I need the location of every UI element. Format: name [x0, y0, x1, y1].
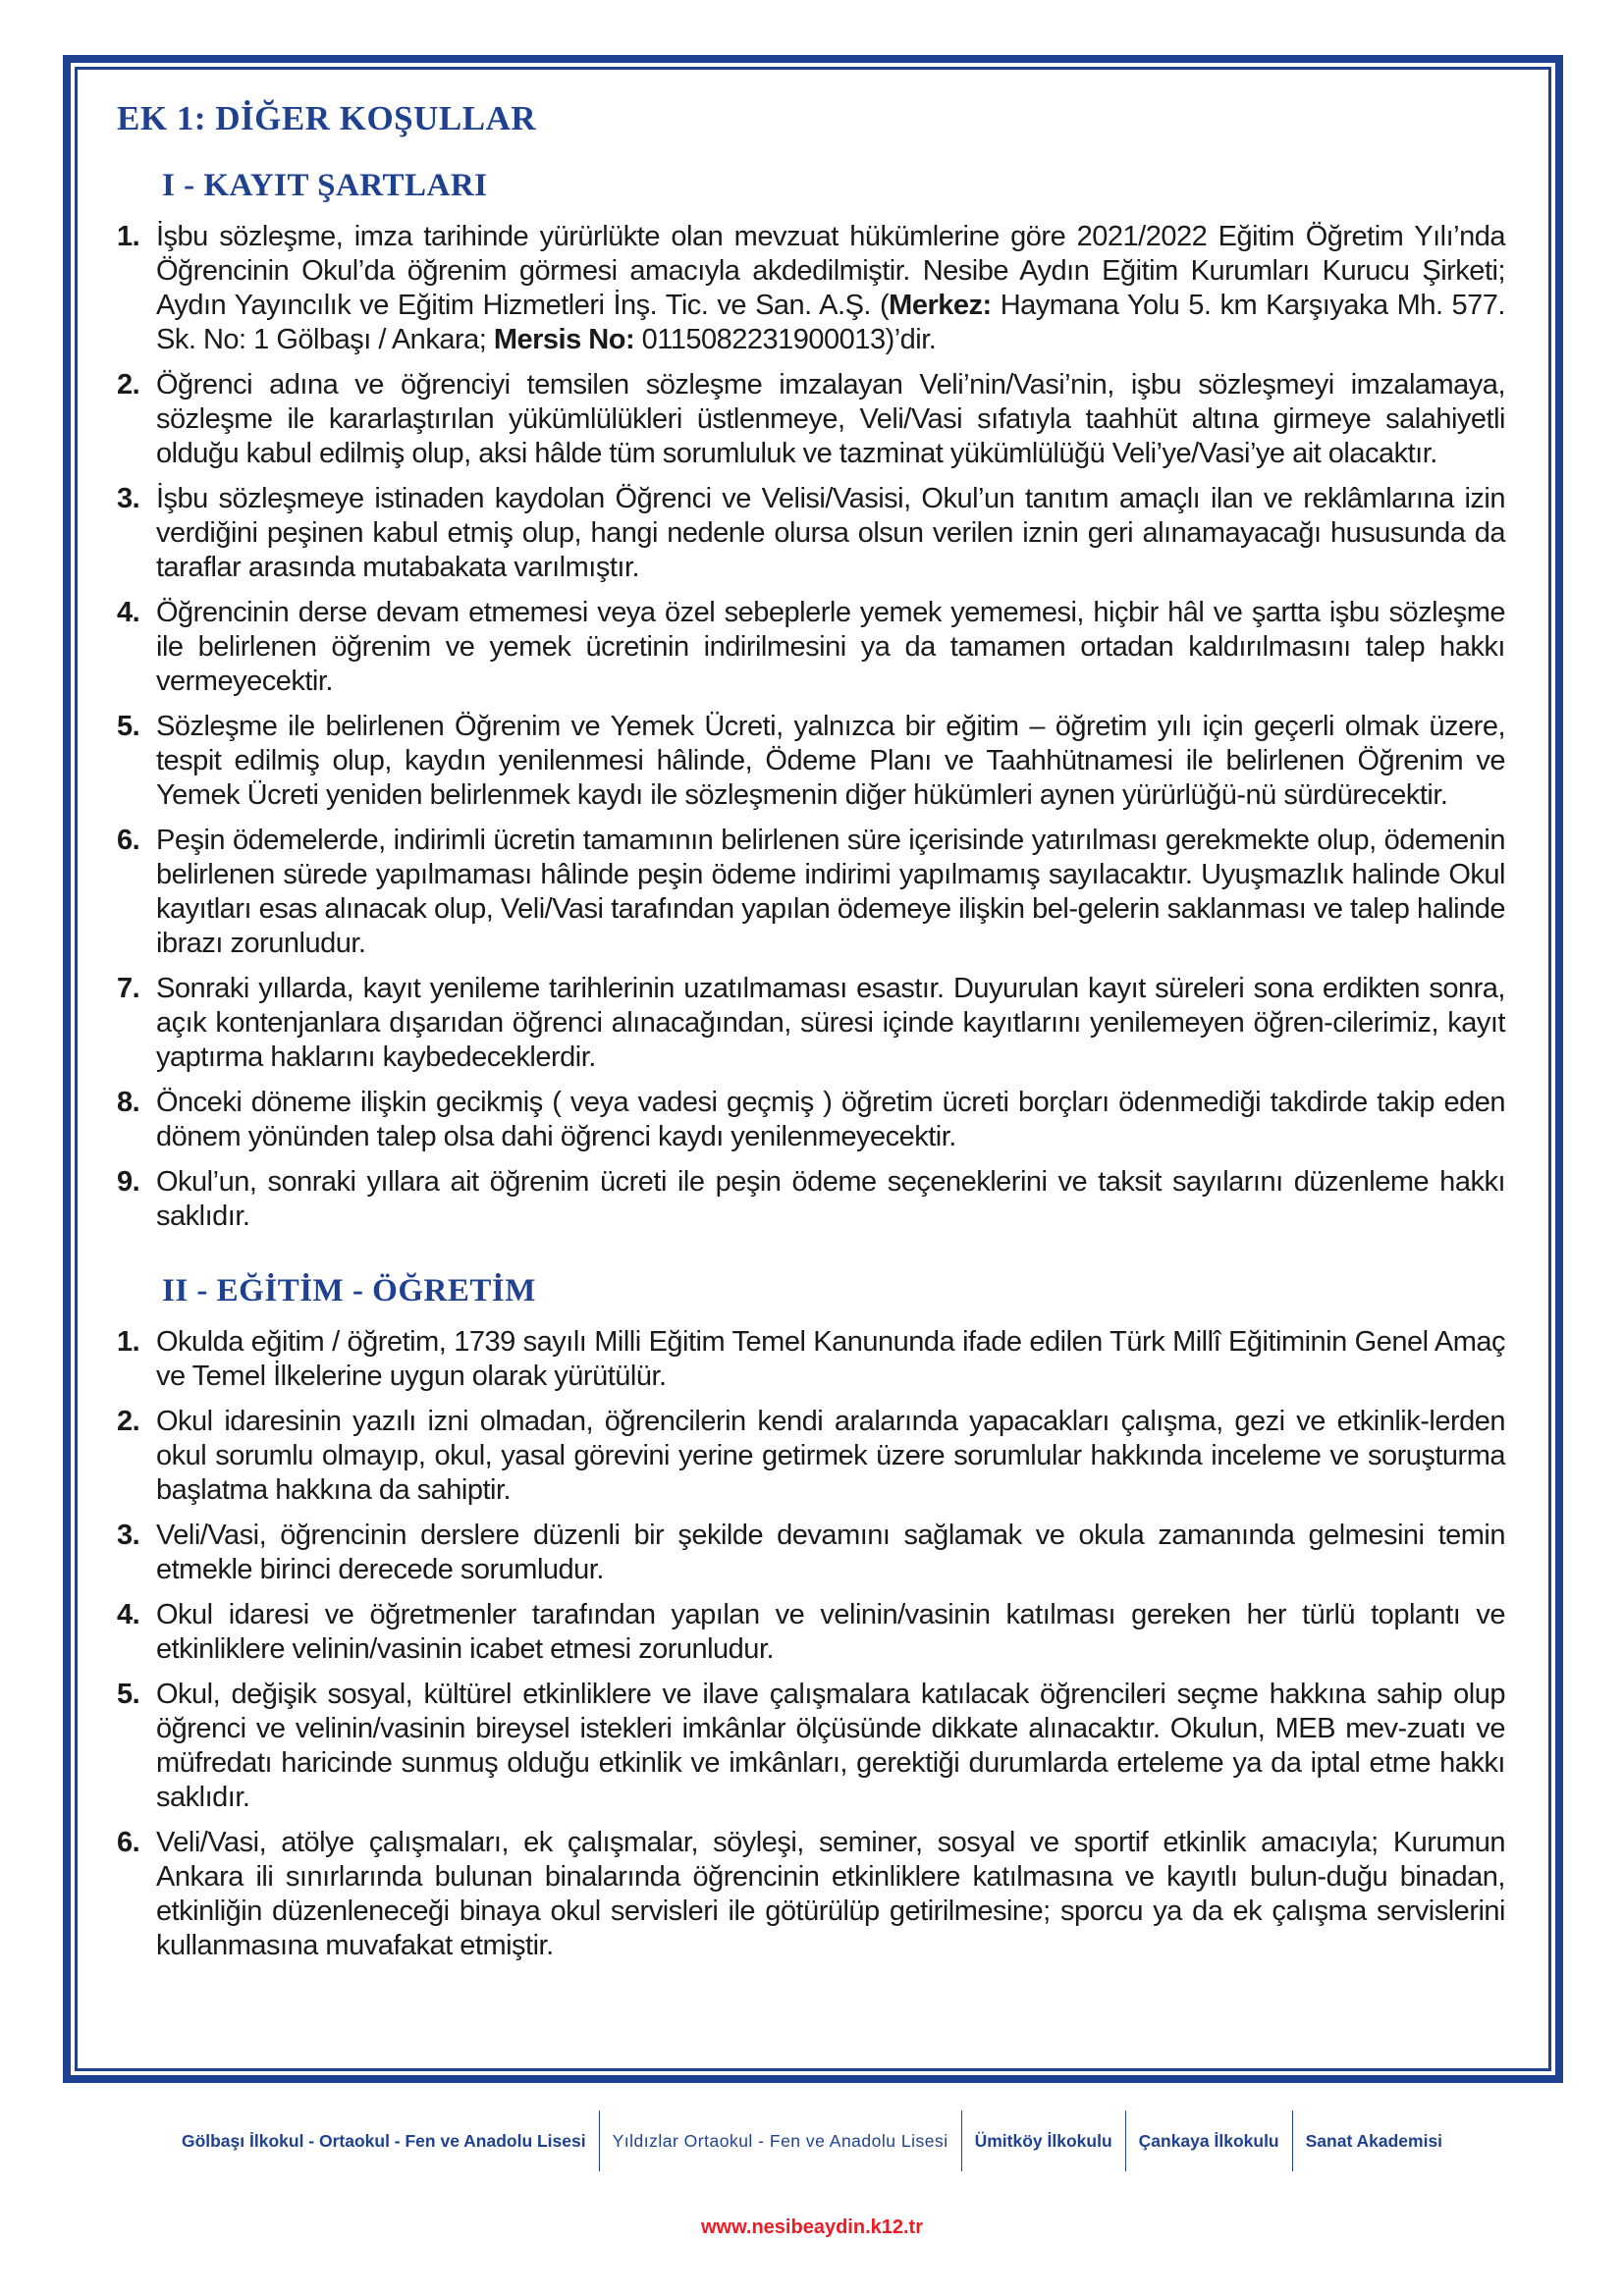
item-text-segment: 0115082231900013)’dir.	[634, 324, 937, 355]
footer-school-yildizlar: Yıldızlar Ortaokul - Fen ve Anadolu Lisesi	[612, 2130, 948, 2151]
list-item	[117, 824, 1505, 961]
section-heading-egitim-ogretim: II - EĞİTİM - ÖĞRETİM	[162, 1273, 536, 1308]
item-text: Önceki döneme ilişkin gecikmiş ( veya vadesi geçmiş ) öğretim ücreti borçları ödenmediği takdirde takip eden dönem yönünden talep olsa dahi öğrenci kaydı yenilenmeyecektir.	[156, 1087, 1505, 1152]
item-number: 1.	[117, 1326, 140, 1358]
list-item	[117, 1405, 1505, 1508]
item-text: Okul idaresi ve öğretmenler tarafından yapılan ve velinin/vasinin katılması gereken her türlü toplantı ve etkinliklere velinin/vasinin icabet etmesi zorunludur.	[156, 1599, 1505, 1665]
item-number: 2.	[117, 1406, 140, 1437]
item-number: 6.	[117, 825, 140, 856]
item-number: 8.	[117, 1087, 140, 1118]
item-text-segment: İşbu sözleşme, imza tarihinde yürürlükte olan mevzuat hükümlerine göre 2021/2022 Eğitim Öğretim Yılı’nda Öğrencinin Okul’da öğrenim görmesi amacıyla akdedilmiştir. Nesibe Aydın Eğitim Kurumları Kurucu Şirketi; Aydın Yayıncılık ve Eğitim Hizmetleri İnş. Tic. ve San. A.Ş. (	[156, 221, 1505, 321]
list-item	[117, 1165, 1505, 1234]
item-number: 5.	[117, 1679, 140, 1710]
list-item	[117, 972, 1505, 1075]
item-text-bold-merkez: Merkez:	[889, 290, 992, 321]
item-text: Okul, değişik sosyal, kültürel etkinliklere ve ilave çalışmalara katılacak öğrencileri seçme hakkına sahip olup öğrenci ve velinin/vasinin bireysel istekleri imkânlar ölçüsünde dikkate alınacaktır. Okulun, MEB mev-zuatı ve müfredatı haricinde sunmuş olduğu etkinlik ve imkânları, gerektiği durumlarda erteleme ya da iptal etme hakkı saklıdır.	[156, 1679, 1505, 1813]
list-item	[117, 596, 1505, 699]
item-number: 1.	[117, 221, 140, 252]
page-title: EK 1: DİĞER KOŞULLAR	[117, 99, 537, 137]
item-number: 3.	[117, 483, 140, 514]
list-item	[117, 1826, 1505, 1963]
item-text: Veli/Vasi, atölye çalışmaları, ek çalışmalar, söyleşi, seminer, sosyal ve sportif etkinlik amacıyla; Kurumun Ankara ili sınırlarında bulunan binalarında öğrencinin etkinliklere katılmasına ve kayıtlı bulun-duğu binadan, etkinliğin düzenleneceği binaya okul servisleri ile götürülüp getirilmesine; sporcu ya da ek çalışma servislerini kullanmasına muvafakat etmiştir.	[156, 1827, 1505, 1961]
list-item	[117, 1598, 1505, 1667]
item-text-segment: Haymana Yolu 5. km Karşıyaka Mh. 577. Sk. No: 1 Gölbaşı / Ankara;	[156, 290, 1505, 355]
footer-school-golbasi: Gölbaşı İlkokul - Ortaokul - Fen ve Anadolu Lisesi	[181, 2130, 586, 2151]
item-text: Peşin ödemelerde, indirimli ücretin tamamının belirlenen süre içerisinde yatırılması gerekmekte olup, ödemenin belirlenen sürede yapılmaması hâlinde peşin ödeme indirimi yapılmamış sayılacaktır. Uyuşmazlık halinde Okul kayıtları esas alınacak olup, Veli/Vasi tarafından yapılan ödemeye ilişkin bel-gelerin saklanması ve talep halinde ibrazı zorunludur.	[156, 825, 1505, 959]
item-number: 6.	[117, 1827, 140, 1858]
footer-school-sanat: Sanat Akademisi	[1305, 2130, 1443, 2151]
list-item	[117, 368, 1505, 471]
item-number: 3.	[117, 1520, 140, 1551]
item-text: Veli/Vasi, öğrencinin derslere düzenli bir şekilde devamını sağlamak ve okula zamanında gelmesini temin etmekle birinci derecede sorumludur.	[156, 1520, 1505, 1585]
document-content-area	[75, 67, 1551, 2071]
item-text: Okul’un, sonraki yıllara ait öğrenim ücreti ile peşin ödeme seçeneklerini ve taksit sayılarını düzenleme hakkı saklıdır.	[156, 1166, 1505, 1232]
footer-school-umitkoy: Ümitköy İlkokulu	[974, 2130, 1112, 2151]
item-text	[156, 220, 1505, 357]
item-text: Okul idaresinin yazılı izni olmadan, öğrencilerin kendi aralarında yapacakları çalışma, gezi ve etkinlik-lerden okul sorumlu olmayıp, okul, yasal görevini yerine getirmek üzere sorumlular hakkında inceleme ve soruşturma başlatma hakkına da sahiptir.	[156, 1406, 1505, 1506]
item-text: Sözleşme ile belirlenen Öğrenim ve Yemek Ücreti, yalnızca bir eğitim – öğretim yılı için geçerli olmak üzere, tespit edilmiş olup, kaydın yenilenmesi hâlinde, Ödeme Planı ve Taahhütnamesi ile belirlenen Öğrenim ve Yemek Ücreti yeniden belirlenmek kaydı ile sözleşmenin diğer hükümleri aynen yürürlüğü-nü sürdürecektir.	[156, 711, 1505, 811]
list-item	[117, 1678, 1505, 1815]
item-number: 9.	[117, 1166, 140, 1198]
list-item	[117, 1086, 1505, 1154]
item-text: Öğrenci adına ve öğrenciyi temsilen sözleşme imzalayan Veli’nin/Vasi’nin, işbu sözleşmeyi imzalamaya, sözleşme ile kararlaştırılan yükümlülükleri üstlenmeye, Veli/Vasi sıfatıyla taahhüt altına girmeye salahiyetli olduğu kabul edilmiş olup, aksi hâlde tüm sorumluluk ve tazminat yükümlülüğü Veli’ye/Vasi’ye ait olacaktır.	[156, 369, 1505, 469]
list-item	[117, 1325, 1505, 1394]
item-text-bold-mersis: Mersis No:	[493, 324, 635, 355]
section-heading-kayit-sartlari: I - KAYIT ŞARTLARI	[162, 168, 488, 203]
item-number: 7.	[117, 973, 140, 1004]
item-number: 4.	[117, 597, 140, 628]
website-url: www.nesibeaydin.k12.tr	[700, 2216, 923, 2238]
item-number: 5.	[117, 711, 140, 742]
footer-school-list	[0, 2110, 1624, 2171]
document-border-frame	[63, 55, 1563, 2083]
item-text: Öğrencinin derse devam etmemesi veya özel sebeplerle yemek yememesi, hiçbir hâl ve şartta işbu sözleşme ile belirlenen öğrenim ve yemek ücretinin indirilmesini ya da tamamen ortadan kaldırılmasını talep hakkı vermeyecektir.	[156, 597, 1505, 697]
item-number: 4.	[117, 1599, 140, 1630]
list-item	[117, 1519, 1505, 1587]
list-item	[117, 220, 1505, 357]
list-item	[117, 710, 1505, 813]
item-text: Sonraki yıllarda, kayıt yenileme tarihlerinin uzatılmaması esastır. Duyurulan kayıt süreleri sona erdikten sonra, açık kontenjanlara dışarıdan öğrenci alınacağından, süresi içinde kayıtlarını yenilemeyen öğren-cilerimiz, kayıt yaptırma haklarını kaybedeceklerdir.	[156, 973, 1505, 1073]
footer-school-cankaya: Çankaya İlkokulu	[1138, 2130, 1279, 2151]
item-text: İşbu sözleşmeye istinaden kaydolan Öğrenci ve Velisi/Vasisi, Okul’un tanıtım amaçlı ilan ve reklâmlarına izin verdiğini peşinen kabul etmiş olup, hangi nedenle olursa olsun verilen iznin geri alınamayacağı hususunda da taraflar arasında mutabakata varılmıştır.	[156, 483, 1505, 583]
item-text: Okulda eğitim / öğretim, 1739 sayılı Milli Eğitim Temel Kanununda ifade edilen Türk Millî Eğitiminin Genel Amaç ve Temel İlkelerine uygun olarak yürütülür.	[156, 1326, 1505, 1392]
list-item	[117, 482, 1505, 585]
item-number: 2.	[117, 369, 140, 400]
